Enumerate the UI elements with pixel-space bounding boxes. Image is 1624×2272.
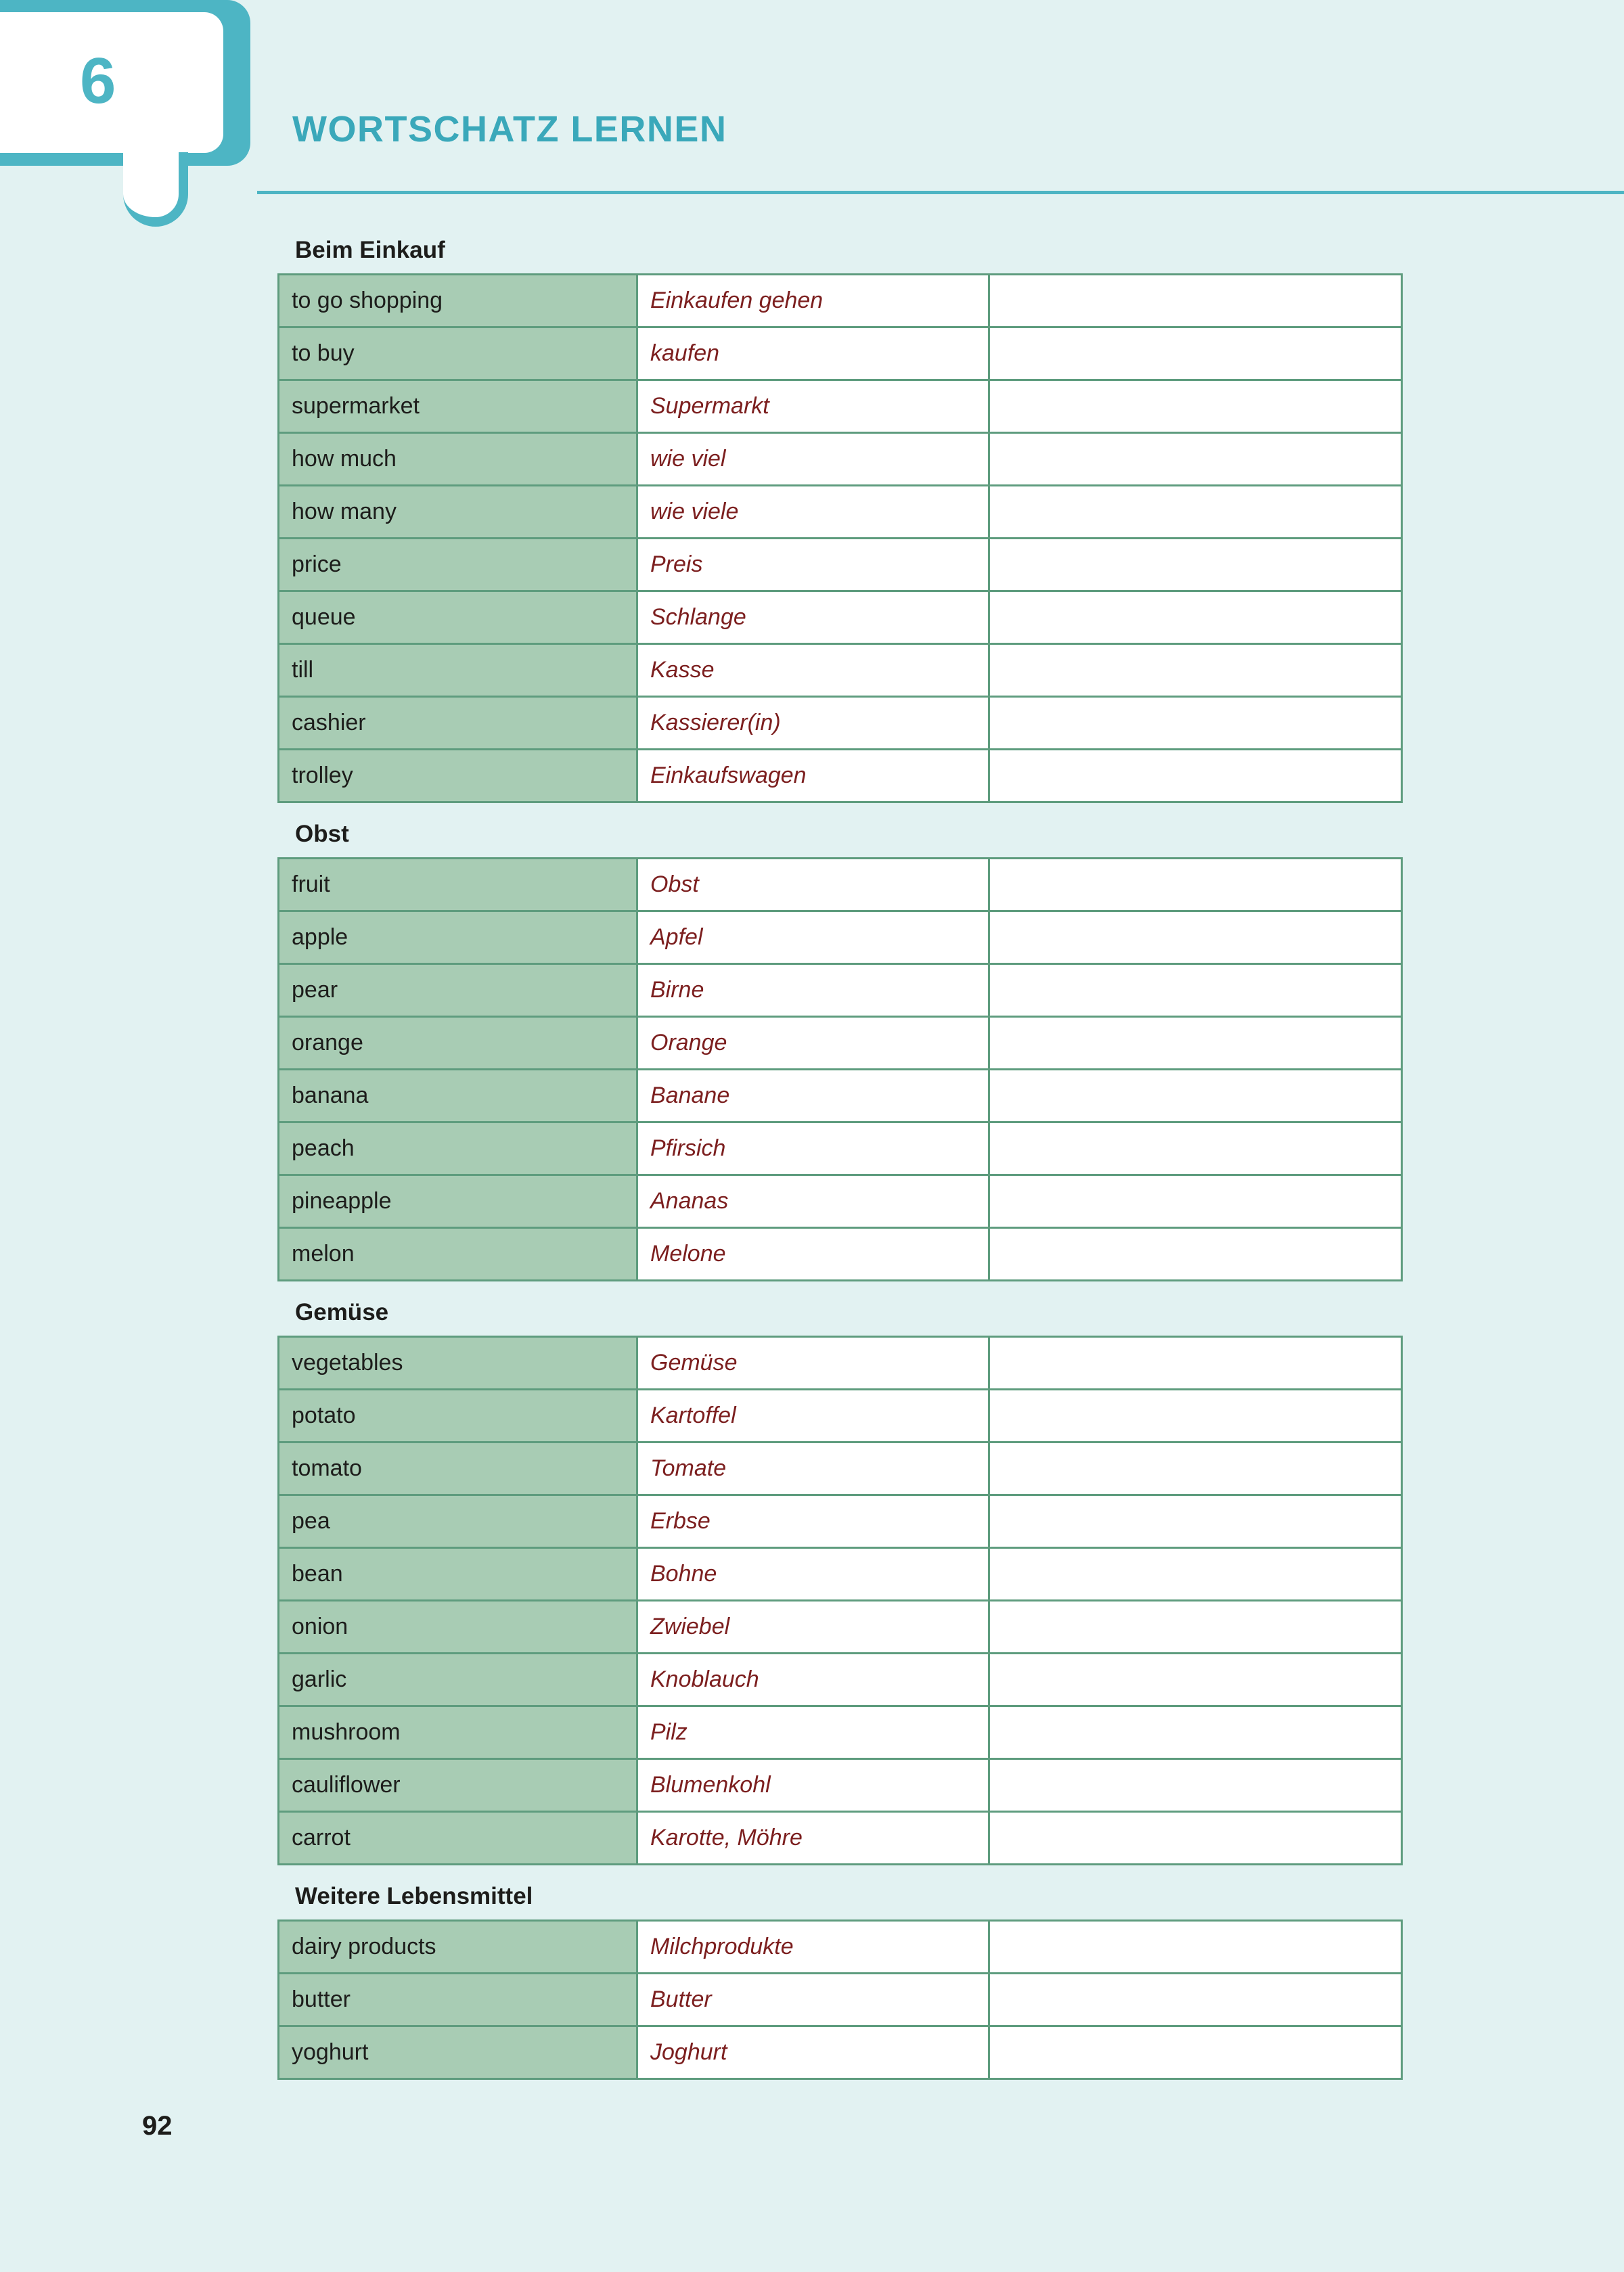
table-row [279, 433, 1402, 486]
german-term: Butter [637, 1974, 989, 2026]
table-row [279, 1974, 1402, 2026]
table-row [279, 1070, 1402, 1122]
notes-cell[interactable] [989, 486, 1402, 539]
notes-cell[interactable] [989, 964, 1402, 1017]
english-term: banana [279, 1070, 637, 1122]
table-row [279, 1706, 1402, 1759]
table-row [279, 1390, 1402, 1442]
notes-cell[interactable] [989, 1759, 1402, 1812]
table-row [279, 1228, 1402, 1281]
english-term: pineapple [279, 1175, 637, 1228]
german-term: Gemüse [637, 1337, 989, 1390]
table-row [279, 1017, 1402, 1070]
english-term: peach [279, 1122, 637, 1175]
english-term: to buy [279, 327, 637, 380]
english-term: mushroom [279, 1706, 637, 1759]
table-row [279, 327, 1402, 380]
german-term: Ananas [637, 1175, 989, 1228]
notes-cell[interactable] [989, 1548, 1402, 1601]
english-term: pear [279, 964, 637, 1017]
header-divider [257, 191, 1624, 194]
table-row [279, 1601, 1402, 1654]
page-title: WORTSCHATZ LERNEN [292, 109, 727, 150]
german-term: Banane [637, 1070, 989, 1122]
table-row [279, 2026, 1402, 2079]
german-term: Birne [637, 964, 989, 1017]
german-term: Einkaufswagen [637, 750, 989, 802]
notes-cell[interactable] [989, 1070, 1402, 1122]
notes-cell[interactable] [989, 591, 1402, 644]
section-weitere-lebensmittel [277, 1883, 1401, 2080]
notes-cell[interactable] [989, 1122, 1402, 1175]
english-term: trolley [279, 750, 637, 802]
chapter-number: 6 [80, 45, 116, 117]
english-term: carrot [279, 1812, 637, 1865]
notes-cell[interactable] [989, 539, 1402, 591]
german-term: Melone [637, 1228, 989, 1281]
section-title: Weitere Lebensmittel [295, 1883, 533, 1909]
german-term: Karotte, Möhre [637, 1812, 989, 1865]
notes-cell[interactable] [989, 1812, 1402, 1865]
german-term: Einkaufen gehen [637, 275, 989, 327]
english-term: cashier [279, 697, 637, 750]
notes-cell[interactable] [989, 1337, 1402, 1390]
table-row [279, 380, 1402, 433]
english-term: orange [279, 1017, 637, 1070]
english-term: onion [279, 1601, 637, 1654]
german-term: wie viel [637, 433, 989, 486]
english-term: yoghurt [279, 2026, 637, 2079]
table-row [279, 1122, 1402, 1175]
notes-cell[interactable] [989, 275, 1402, 327]
english-term: tomato [279, 1442, 637, 1495]
english-term: supermarket [279, 380, 637, 433]
table-row [279, 644, 1402, 697]
german-term: Zwiebel [637, 1601, 989, 1654]
german-term: Erbse [637, 1495, 989, 1548]
notes-cell[interactable] [989, 1601, 1402, 1654]
english-term: butter [279, 1974, 637, 2026]
table-row [279, 1442, 1402, 1495]
vocabulary-content [277, 237, 1401, 2097]
notes-cell[interactable] [989, 1442, 1402, 1495]
section-obst [277, 821, 1401, 1281]
notes-cell[interactable] [989, 644, 1402, 697]
notes-cell[interactable] [989, 327, 1402, 380]
german-term: Kasse [637, 644, 989, 697]
vocabulary-table [277, 273, 1403, 803]
german-term: wie viele [637, 486, 989, 539]
table-row [279, 1654, 1402, 1706]
notes-cell[interactable] [989, 859, 1402, 911]
german-term: Kassierer(in) [637, 697, 989, 750]
german-term: Knoblauch [637, 1654, 989, 1706]
notes-cell[interactable] [989, 1921, 1402, 1974]
table-row [279, 1548, 1402, 1601]
table-row [279, 964, 1402, 1017]
vocabulary-table [277, 857, 1403, 1281]
table-row [279, 486, 1402, 539]
english-term: apple [279, 911, 637, 964]
notes-cell[interactable] [989, 911, 1402, 964]
notes-cell[interactable] [989, 1706, 1402, 1759]
english-term: potato [279, 1390, 637, 1442]
english-term: to go shopping [279, 275, 637, 327]
english-term: garlic [279, 1654, 637, 1706]
table-row [279, 859, 1402, 911]
notes-cell[interactable] [989, 750, 1402, 802]
german-term: Pfirsich [637, 1122, 989, 1175]
vocabulary-table [277, 1919, 1403, 2080]
page-header [0, 0, 1624, 196]
vocabulary-table [277, 1336, 1403, 1865]
section-gemuese [277, 1299, 1401, 1865]
english-term: how much [279, 433, 637, 486]
german-term: Apfel [637, 911, 989, 964]
notes-cell[interactable] [989, 1974, 1402, 2026]
table-row [279, 539, 1402, 591]
german-term: Blumenkohl [637, 1759, 989, 1812]
notes-cell[interactable] [989, 380, 1402, 433]
notes-cell[interactable] [989, 2026, 1402, 2079]
german-term: Bohne [637, 1548, 989, 1601]
notes-cell[interactable] [989, 1017, 1402, 1070]
english-term: queue [279, 591, 637, 644]
english-term: melon [279, 1228, 637, 1281]
english-term: how many [279, 486, 637, 539]
german-term: Orange [637, 1017, 989, 1070]
table-row [279, 1759, 1402, 1812]
chapter-tab-shape [0, 0, 250, 166]
german-term: Preis [637, 539, 989, 591]
german-term: Milchprodukte [637, 1921, 989, 1974]
table-row [279, 1175, 1402, 1228]
table-row [279, 1495, 1402, 1548]
table-row [279, 750, 1402, 802]
page-number: 92 [142, 2111, 173, 2141]
notes-cell[interactable] [989, 1495, 1402, 1548]
notes-cell[interactable] [989, 1390, 1402, 1442]
table-row [279, 591, 1402, 644]
table-row [279, 1812, 1402, 1865]
english-term: fruit [279, 859, 637, 911]
german-term: Tomate [637, 1442, 989, 1495]
section-title: Obst [295, 821, 349, 847]
german-term: Obst [637, 859, 989, 911]
section-beim-einkauf [277, 237, 1401, 803]
english-term: vegetables [279, 1337, 637, 1390]
table-row [279, 275, 1402, 327]
notes-cell[interactable] [989, 1175, 1402, 1228]
german-term: Schlange [637, 591, 989, 644]
table-row [279, 1337, 1402, 1390]
english-term: till [279, 644, 637, 697]
english-term: dairy products [279, 1921, 637, 1974]
table-row [279, 1921, 1402, 1974]
english-term: pea [279, 1495, 637, 1548]
notes-cell[interactable] [989, 697, 1402, 750]
english-term: price [279, 539, 637, 591]
german-term: kaufen [637, 327, 989, 380]
german-term: Supermarkt [637, 380, 989, 433]
section-title: Beim Einkauf [295, 237, 445, 263]
english-term: cauliflower [279, 1759, 637, 1812]
german-term: Joghurt [637, 2026, 989, 2079]
table-row [279, 911, 1402, 964]
notes-cell[interactable] [989, 1228, 1402, 1281]
section-title: Gemüse [295, 1299, 389, 1325]
notes-cell[interactable] [989, 1654, 1402, 1706]
notes-cell[interactable] [989, 433, 1402, 486]
chapter-tab-tail-shape [123, 152, 188, 227]
german-term: Kartoffel [637, 1390, 989, 1442]
english-term: bean [279, 1548, 637, 1601]
german-term: Pilz [637, 1706, 989, 1759]
table-row [279, 697, 1402, 750]
